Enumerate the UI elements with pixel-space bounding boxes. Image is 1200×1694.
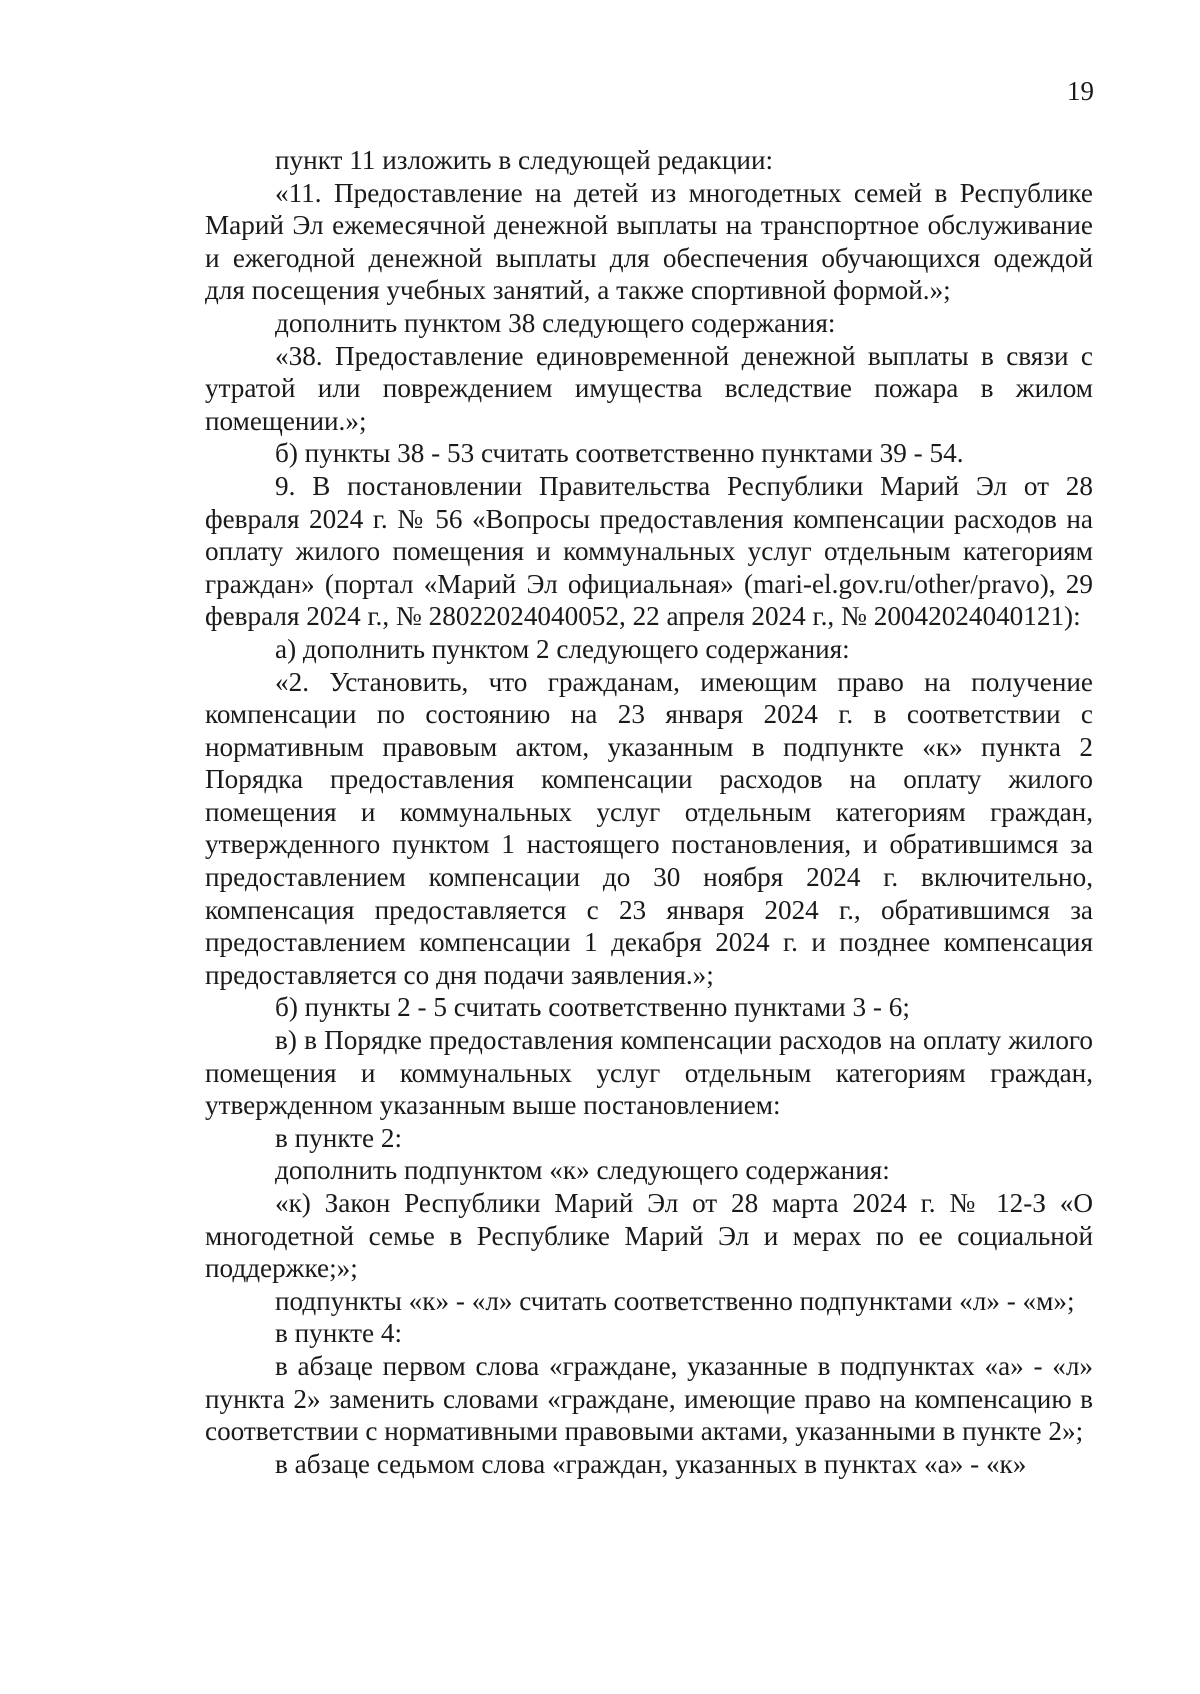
paragraph: б) пункты 2 - 5 считать соответственно пунктами 3 - 6; bbox=[275, 992, 910, 1023]
paragraph: в абзаце первом слова «граждане, указанные в подпунктах «а» - «л» пункта 2» заменить словами «граждане, имеющие право на компенсацию в соответствии с нормативными правовыми актами, указанными в пункте 2»; bbox=[205, 1350, 1093, 1447]
paragraph: «2. Установить, что гражданам, имеющим право на получение компенсации по состоянию на 23 января 2024 г. в соответствии с нормативным правовым актом, указанным в подпункте «к» пункта 2 Порядка предоставления компенсации расходов на оплату жилого помещения и коммунальных услуг отдельным категориям граждан, утвержденного пунктом 1 настоящего постановления, и обратившимся за предоставлением компенсации до 30 ноября 2024 г. включительно, компенсация предоставляется с 23 января 2024 г., обратившимся за предоставлением компенсации 1 декабря 2024 г. и позднее компенсация предоставляется со дня подачи заявления.»; bbox=[205, 666, 1093, 990]
paragraph: дополнить подпунктом «к» следующего содержания: bbox=[275, 1155, 890, 1186]
paragraph: в пункте 4: bbox=[275, 1318, 403, 1349]
paragraph: б) пункты 38 - 53 считать соответственно пунктами 39 - 54. bbox=[275, 438, 964, 469]
document-body bbox=[205, 144, 1093, 1480]
paragraph: в абзаце седьмом слова «граждан, указанных в пунктах «а» - «к» bbox=[275, 1448, 1027, 1479]
paragraph: «к) Закон Республики Марий Эл от 28 марта 2024 г. № 12-З «О многодетной семье в Республике Марий Эл и мерах по ее социальной поддержке;»; bbox=[205, 1188, 1093, 1284]
paragraph: в) в Порядке предоставления компенсации расходов на оплату жилого помещения и коммунальных услуг отдельным категориям граждан, утвержденном указанным выше постановлением: bbox=[205, 1025, 1093, 1121]
paragraph: пункт 11 изложить в следующей редакции: bbox=[275, 145, 774, 175]
paragraph: «38. Предоставление единовременной денежной выплаты в связи с утратой или повреждением имущества вследствие пожара в жилом помещении.»; bbox=[205, 340, 1093, 436]
paragraph: в пункте 2: bbox=[275, 1122, 403, 1153]
paragraph: дополнить пунктом 38 следующего содержания: bbox=[275, 307, 836, 338]
paragraph: «11. Предоставление на детей из многодетных семей в Республике Марий Эл ежемесячной денежной выплаты на транспортное обслуживание и ежегодной денежной выплаты для обеспечения обучающихся одеждой для посещения учебных занятий, а также спортивной формой.»; bbox=[205, 177, 1093, 306]
paragraph: подпункты «к» - «л» считать соответственно подпунктами «л» - «м»; bbox=[275, 1285, 1075, 1316]
page-number: 19 bbox=[1067, 76, 1094, 106]
paragraph: а) дополнить пунктом 2 следующего содержания: bbox=[275, 633, 850, 664]
paragraph: 9. В постановлении Правительства Республики Марий Эл от 28 февраля 2024 г. № 56 «Вопросы предоставления компенсации расходов на оплату жилого помещения и коммунальных услуг отдельным категориям граждан» (портал «Марий Эл официальная» (mari-el.gov.ru/other/pravo), 29 февраля 2024 г., № 28022024040052, 22 апреля 2024 г., № 20042024040121): bbox=[205, 470, 1093, 632]
